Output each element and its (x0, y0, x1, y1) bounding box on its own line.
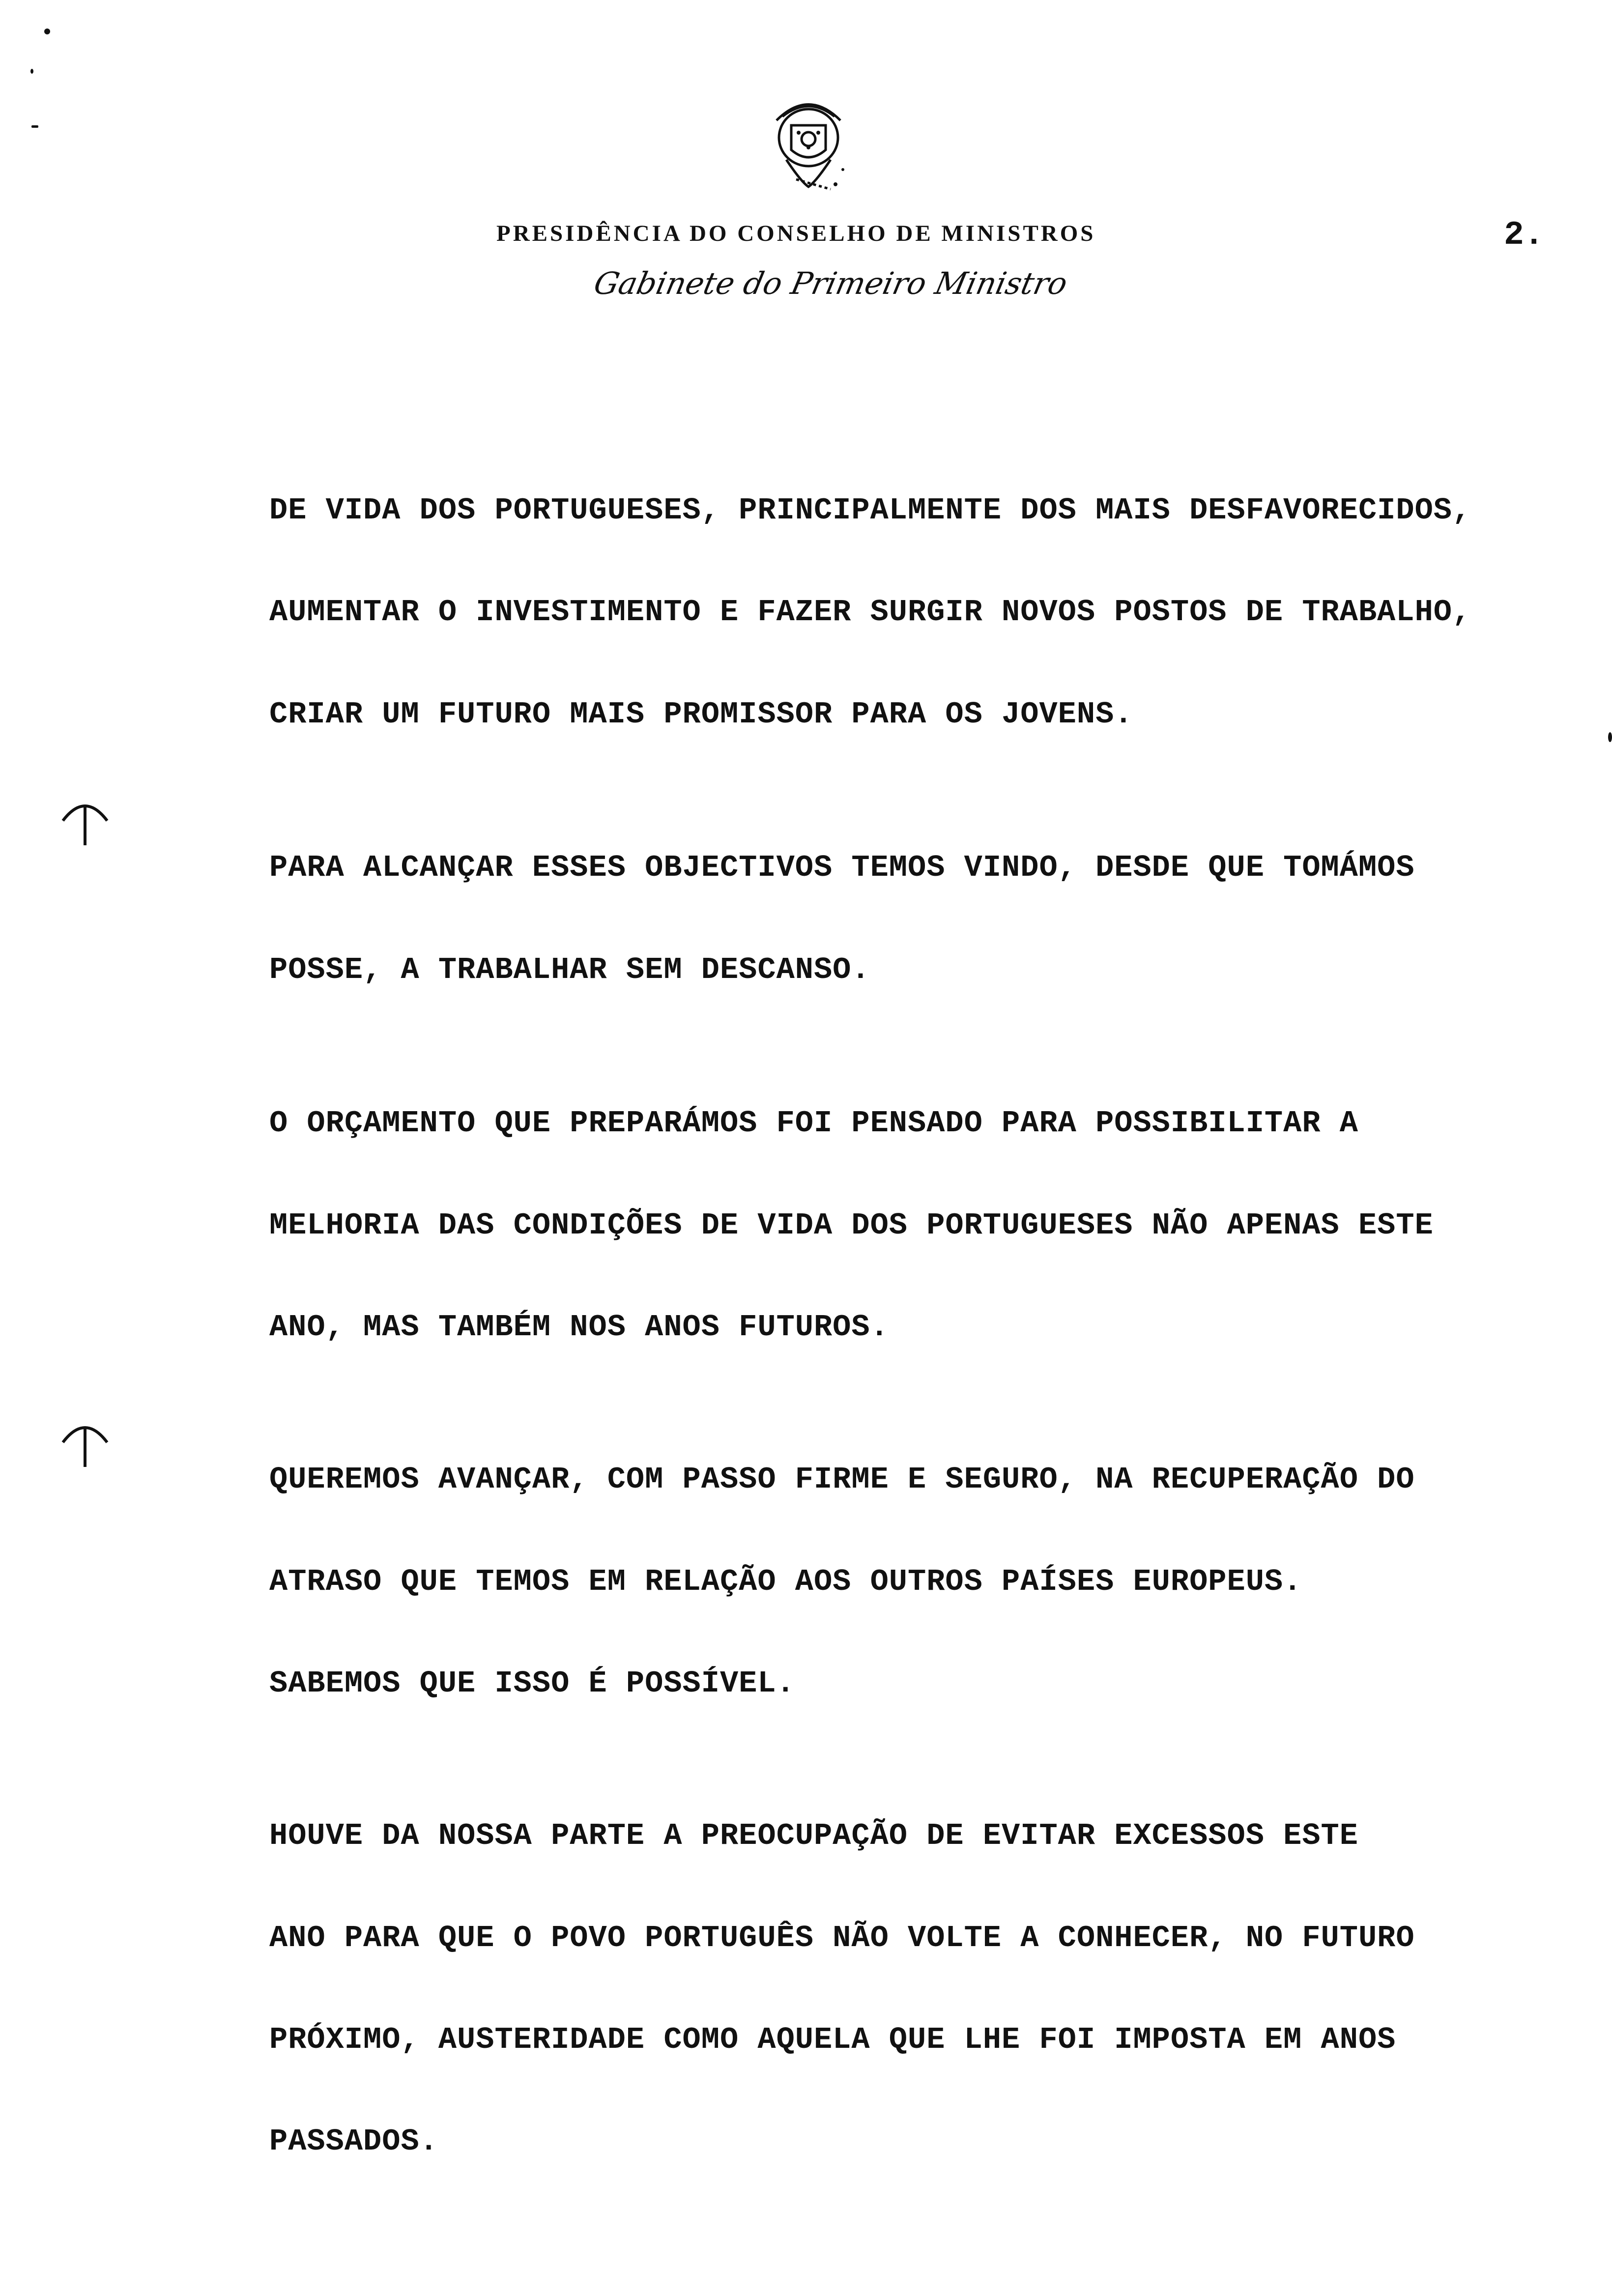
coat-of-arms-icon (757, 86, 860, 199)
margin-speck (31, 125, 38, 128)
page-number: 2. (1504, 216, 1544, 254)
margin-punch-mark-icon (58, 1415, 112, 1469)
text-line: ANO, MAS TAMBÉM NOS ANOS FUTUROS. (269, 1310, 889, 1345)
text-line: PARA ALCANÇAR ESSES OBJECTIVOS TEMOS VINDO, DESDE QUE TOMÁMOS (269, 850, 1415, 885)
office-signature-line: Gabinete do Primeiro Ministro (591, 265, 1071, 301)
text-line: ANO PARA QUE O POVO PORTUGUÊS NÃO VOLTE A CONHECER, NO FUTURO (269, 1921, 1415, 1955)
margin-punch-mark-icon (58, 794, 112, 848)
text-line: SABEMOS QUE ISSO É POSSÍVEL. (269, 1666, 795, 1701)
margin-speck (30, 69, 33, 74)
text-line: MELHORIA DAS CONDIÇÕES DE VIDA DOS PORTUGUESES NÃO APENAS ESTE (269, 1208, 1434, 1243)
text-line: DE VIDA DOS PORTUGUESES, PRINCIPALMENTE DOS MAIS DESFAVORECIDOS, (269, 493, 1471, 528)
text-line: AUMENTAR O INVESTIMENTO E FAZER SURGIR NOVOS POSTOS DE TRABALHO, (269, 595, 1471, 630)
text-line: O ORÇAMENTO QUE PREPARÁMOS FOI PENSADO PARA POSSIBILITAR A (269, 1106, 1358, 1141)
text-line: POSSE, A TRABALHAR SEM DESCANSO. (269, 952, 870, 987)
text-line: PRÓXIMO, AUSTERIDADE COMO AQUELA QUE LHE FOI IMPOSTA EM ANOS (269, 2022, 1396, 2057)
organization-heading: PRESIDÊNCIA DO CONSELHO DE MINISTROS (496, 221, 1096, 246)
text-line: ATRASO QUE TEMOS EM RELAÇÃO AOS OUTROS PAÍSES EUROPEUS. (269, 1564, 1302, 1599)
text-line: PASSADOS. (269, 2124, 438, 2159)
margin-speck (1608, 732, 1612, 742)
text-line: HOUVE DA NOSSA PARTE A PREOCUPAÇÃO DE EVITAR EXCESSOS ESTE (269, 1818, 1358, 1853)
text-line: QUEREMOS AVANÇAR, COM PASSO FIRME E SEGURO, NA RECUPERAÇÃO DO (269, 1462, 1415, 1497)
margin-speck (44, 29, 50, 34)
text-line: CRIAR UM FUTURO MAIS PROMISSOR PARA OS JOVENS. (269, 697, 1133, 732)
